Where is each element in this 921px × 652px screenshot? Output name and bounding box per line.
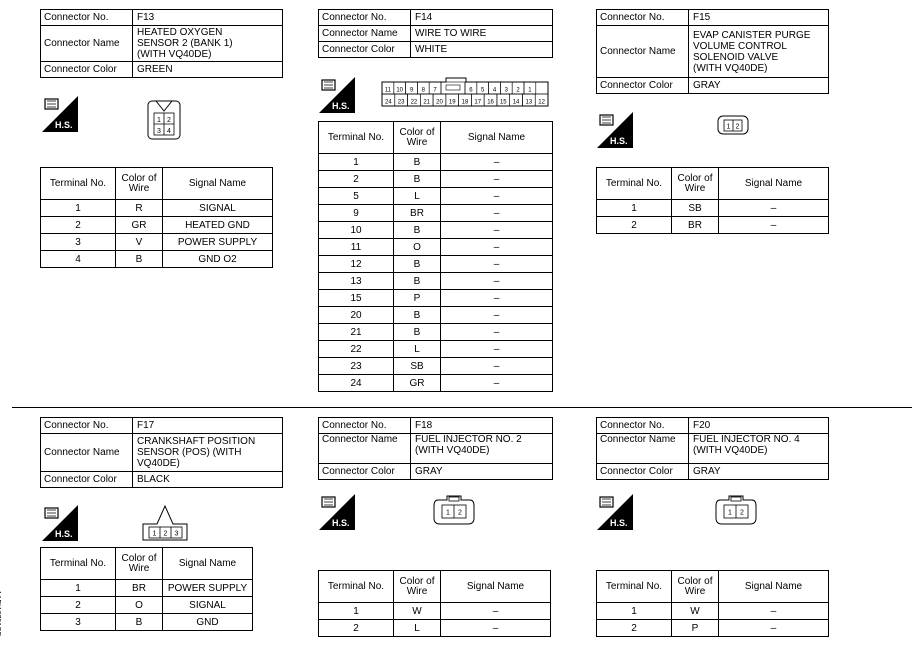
wire-color-header: Color of Wire [116,168,163,200]
signal-name: – [719,603,829,620]
hs-label: H.S. [332,518,350,528]
label-connector-name: Connector Name [597,434,689,464]
signal-name: – [441,358,553,375]
signal-name-header: Signal Name [441,122,553,154]
signal-name: – [441,154,553,171]
table-row [319,358,553,375]
table-row [41,251,273,268]
terminal-table-f17 [40,547,253,631]
table-row [41,234,273,251]
section-divider [12,407,912,408]
terminal-no: 12 [319,256,394,273]
label-connector-name: Connector Name [41,434,133,472]
label-connector-name: Connector Name [41,26,133,62]
harness-side-icon [42,505,78,541]
pin-label: 1 [446,509,450,517]
wire-color: GR [116,217,163,234]
wire-color: O [394,239,441,256]
pin-label: 2 [458,509,462,517]
wire-color: SB [672,200,719,217]
connector-name-value: EVAP CANISTER PURGE VOLUME CONTROL SOLENOID VALVE (WITH VQ40DE) [689,26,829,78]
pin-label: 19 [448,99,456,106]
wire-color: L [394,620,441,637]
signal-name: – [719,217,829,234]
wire-color-header: Color of Wire [394,571,441,603]
table-row [319,290,553,307]
label-connector-name: Connector Name [319,26,411,42]
terminal-no: 15 [319,290,394,307]
signal-name: – [441,222,553,239]
wire-color-header: Color of Wire [672,571,719,603]
pin-label: 3 [504,87,508,94]
signal-name: GND [163,614,253,631]
wire-color: B [394,324,441,341]
pin-label: 11 [384,87,392,94]
hs-label: H.S. [332,101,350,111]
terminal-table-f18 [318,570,551,637]
hs-label: H.S. [55,529,73,539]
pin-label: 3 [157,128,161,135]
connector-name-value: CRANKSHAFT POSITION SENSOR (POS) (WITH VQ40DE) [133,434,283,472]
pin-label: 5 [481,87,485,94]
table-row [319,324,553,341]
label-connector-color: Connector Color [41,62,133,78]
terminal-table-f15 [596,167,829,234]
table-row [41,217,273,234]
label-connector-color: Connector Color [597,78,689,94]
wire-color: R [116,200,163,217]
table-row [597,217,829,234]
connector-color-value: WHITE [411,42,553,58]
terminal-table-f20 [596,570,829,637]
wire-color: W [394,603,441,620]
pin-label: 2 [516,87,520,94]
connector-info-f14 [318,9,553,58]
table-row [319,188,553,205]
pin-label: 15 [499,99,507,106]
terminal-no: 23 [319,358,394,375]
label-connector-no: Connector No. [597,418,689,434]
wire-color: B [394,222,441,239]
hs-label: H.S. [610,518,628,528]
terminal-no: 2 [597,217,672,234]
pin-label: 23 [397,99,405,106]
terminal-no: 1 [597,200,672,217]
table-row [319,375,553,392]
wire-color: BR [116,580,163,597]
signal-name-header: Signal Name [441,571,551,603]
wire-color: O [116,597,163,614]
connector-info-f20 [596,417,829,480]
wire-color: P [672,620,719,637]
wire-color-header: Color of Wire [672,168,719,200]
table-row [319,171,553,188]
label-connector-no: Connector No. [41,10,133,26]
terminal-no: 3 [41,614,116,631]
pin-label: 7 [433,87,437,94]
connector-info-f15 [596,9,829,94]
key-slot [446,85,460,90]
label-connector-name: Connector Name [597,26,689,78]
wire-color-header: Color of Wire [394,122,441,154]
label-connector-no: Connector No. [319,10,411,26]
pin-cell [441,82,465,94]
terminal-no: 9 [319,205,394,222]
table-row [319,154,553,171]
wire-color: P [394,290,441,307]
terminal-no-header: Terminal No. [597,168,672,200]
pin-label: 24 [385,99,392,106]
connector-no-value: F14 [411,10,553,26]
connector-diagram-f15 [716,113,750,137]
connector-no-value: F18 [411,418,553,434]
hs-label: H.S. [55,120,73,130]
terminal-no: 1 [597,603,672,620]
wire-color: B [116,614,163,631]
table-row [319,307,553,324]
pin-label: 12 [538,99,545,106]
signal-name: – [441,273,553,290]
wire-color: B [116,251,163,268]
signal-name: HEATED GND [163,217,273,234]
table-row [41,614,253,631]
connector-name-value: FUEL INJECTOR NO. 2 (WITH VQ40DE) [411,434,553,464]
signal-name: SIGNAL [163,597,253,614]
wire-color-header: Color of Wire [116,548,163,580]
signal-name-header: Signal Name [163,168,273,200]
label-connector-color: Connector Color [41,472,133,488]
label-connector-color: Connector Color [597,464,689,480]
signal-name: – [441,205,553,222]
terminal-no: 4 [41,251,116,268]
connector-info-f17 [40,417,283,488]
signal-name: – [441,171,553,188]
table-row [319,256,553,273]
wire-color: W [672,603,719,620]
terminal-no-header: Terminal No. [41,548,116,580]
pin-label: 17 [474,99,482,106]
pin-label: 1 [157,117,161,124]
harness-side-icon [42,96,78,132]
pin-label: 13 [525,99,533,106]
signal-name: POWER SUPPLY [163,580,253,597]
pin-label: 9 [409,87,414,94]
pin-label: 2 [735,123,740,131]
table-row [319,603,551,620]
signal-name: – [441,324,553,341]
terminal-no: 2 [319,620,394,637]
pin-label: 21 [423,99,431,106]
table-row [597,620,829,637]
terminal-no: 1 [41,200,116,217]
signal-name-header: Signal Name [163,548,253,580]
signal-name: – [441,341,553,358]
table-row [41,597,253,614]
pin-label: 4 [492,87,497,94]
terminal-no: 13 [319,273,394,290]
connector-color-value: GRAY [689,464,829,480]
connector-color-value: GREEN [133,62,283,78]
signal-name: GND O2 [163,251,273,268]
hs-label: H.S. [610,136,628,146]
pin-label: 1 [726,123,731,131]
terminal-no: 2 [319,171,394,188]
table-row [319,222,553,239]
terminal-no: 1 [41,580,116,597]
terminal-no: 2 [41,217,116,234]
label-connector-color: Connector Color [319,42,411,58]
harness-side-icon [597,112,633,148]
terminal-no: 5 [319,188,394,205]
terminal-no-header: Terminal No. [319,122,394,154]
terminal-no: 1 [319,154,394,171]
figure-code [0,590,1,636]
pin-label: 6 [469,87,473,94]
pin-label: 18 [461,99,469,106]
connector-color-value: GRAY [689,78,829,94]
wire-color: L [394,341,441,358]
pin-label: 2 [163,530,168,538]
signal-name-header: Signal Name [719,571,829,603]
table-row [597,603,829,620]
pin-label: 1 [728,509,732,517]
terminal-no: 10 [319,222,394,239]
connector-diagram-f20 [714,494,758,526]
pin-label: 3 [174,530,179,538]
signal-name: – [441,256,553,273]
label-connector-no: Connector No. [597,10,689,26]
label-connector-no: Connector No. [41,418,133,434]
wire-color: V [116,234,163,251]
terminal-table-f13 [40,167,273,268]
terminal-no: 11 [319,239,394,256]
label-connector-color: Connector Color [319,464,411,480]
terminal-table-f14 [318,121,553,392]
pin-label: 2 [740,509,744,517]
signal-name: – [441,307,553,324]
pin-label: 16 [487,99,494,106]
table-row [319,273,553,290]
wire-color: B [394,256,441,273]
wire-color: L [394,188,441,205]
terminal-no-header: Terminal No. [41,168,116,200]
terminal-no: 22 [319,341,394,358]
table-row [319,205,553,222]
connector-diagram-f17 [140,502,190,542]
pin-label: 20 [436,99,443,106]
connector-name-value: FUEL INJECTOR NO. 4 (WITH VQ40DE) [689,434,829,464]
connector-no-value: F13 [133,10,283,26]
signal-name: SIGNAL [163,200,273,217]
terminal-no-header: Terminal No. [597,571,672,603]
table-row [597,200,829,217]
pin-label: 1 [152,530,157,538]
wire-color: B [394,273,441,290]
connector-no-value: F20 [689,418,829,434]
wire-color: BR [394,205,441,222]
table-row [319,620,551,637]
connector-name-value: WIRE TO WIRE [411,26,553,42]
signal-name: POWER SUPPLY [163,234,273,251]
terminal-no: 1 [319,603,394,620]
table-row [319,239,553,256]
table-row [41,580,253,597]
pin-label: 10 [396,87,404,94]
signal-name: – [441,375,553,392]
label-connector-no: Connector No. [319,418,411,434]
connector-info-f13 [40,9,283,78]
signal-name: – [441,290,553,307]
table-row [319,341,553,358]
terminal-no: 21 [319,324,394,341]
harness-side-icon [319,77,355,113]
connector-info-f18 [318,417,553,480]
connector-color-value: BLACK [133,472,283,488]
pin-label: 14 [512,99,520,106]
connector-diagram-f18 [432,494,476,526]
pin-label: 8 [421,87,425,94]
harness-side-icon [597,494,633,530]
signal-name: – [441,188,553,205]
connector-color-value: GRAY [411,464,553,480]
harness-side-icon [319,494,355,530]
wire-color: SB [394,358,441,375]
terminal-no: 2 [597,620,672,637]
connector-no-value: F17 [133,418,283,434]
pin-label: 22 [410,99,418,106]
signal-name: – [719,200,829,217]
terminal-no: 24 [319,375,394,392]
terminal-no: 3 [41,234,116,251]
signal-name: – [441,603,551,620]
wire-color: BR [672,217,719,234]
connector-no-value: F15 [689,10,829,26]
label-connector-name: Connector Name [319,434,411,464]
wire-color: B [394,171,441,188]
signal-name: – [441,239,553,256]
terminal-no: 2 [41,597,116,614]
wire-color: B [394,307,441,324]
signal-name: – [719,620,829,637]
connector-diagram-f14 [380,74,550,108]
signal-name: – [441,620,551,637]
wire-color: B [394,154,441,171]
table-row [41,200,273,217]
terminal-no-header: Terminal No. [319,571,394,603]
signal-name-header: Signal Name [719,168,829,200]
connector-name-value: HEATED OXYGEN SENSOR 2 (BANK 1) (WITH VQ40DE) [133,26,283,62]
wire-color: GR [394,375,441,392]
terminal-no: 20 [319,307,394,324]
connector-diagram-f13 [144,97,184,141]
pin-label: 4 [167,128,171,135]
pin-label: 1 [528,87,532,94]
pin-label: 2 [167,117,171,124]
